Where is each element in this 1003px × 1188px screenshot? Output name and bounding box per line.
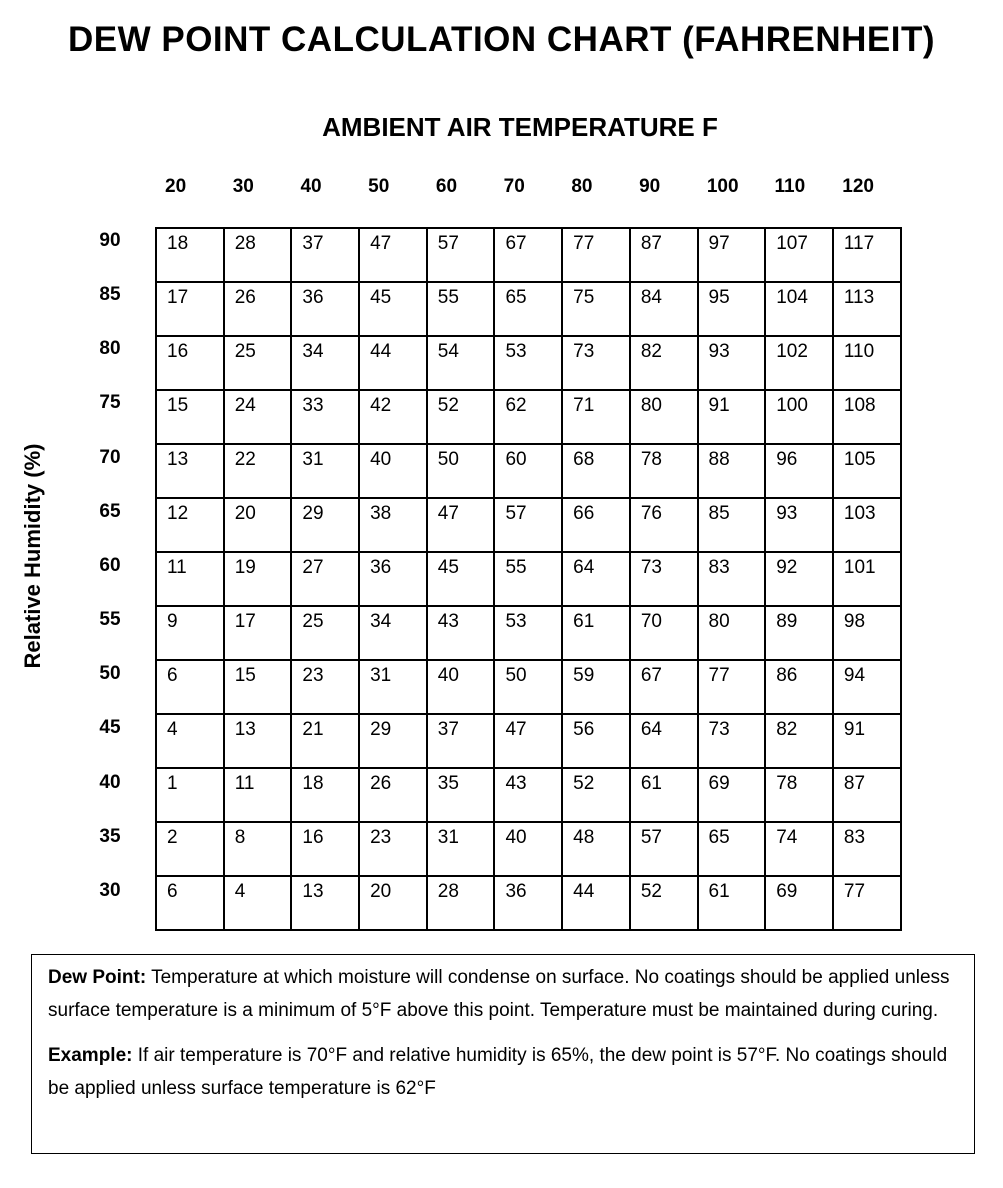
- column-header: 80: [571, 176, 593, 197]
- table-row: [156, 228, 901, 282]
- table-cell: 36: [359, 552, 427, 606]
- row-header: 40: [99, 771, 121, 793]
- table-cell: 93: [765, 498, 833, 552]
- table-cell: 61: [698, 876, 766, 930]
- table-row: [156, 498, 901, 552]
- table-row: [156, 552, 901, 606]
- table-cell: 69: [765, 876, 833, 930]
- table-cell: 50: [494, 660, 562, 714]
- table-cell: 21: [291, 714, 359, 768]
- table-cell: 25: [291, 606, 359, 660]
- table-cell: 67: [630, 660, 698, 714]
- table-cell: 11: [224, 768, 292, 822]
- dew-point-label: Dew Point:: [48, 967, 147, 988]
- table-cell: 85: [698, 498, 766, 552]
- column-header: 40: [300, 176, 322, 197]
- table-cell: 104: [765, 282, 833, 336]
- row-header: 30: [99, 879, 121, 901]
- table-cell: 16: [291, 822, 359, 876]
- table-cell: 55: [494, 552, 562, 606]
- table-cell: 35: [427, 768, 495, 822]
- table-cell: 101: [833, 552, 901, 606]
- table-cell: 34: [359, 606, 427, 660]
- table-cell: 2: [156, 822, 224, 876]
- table-cell: 45: [359, 282, 427, 336]
- table-cell: 89: [765, 606, 833, 660]
- table-cell: 64: [630, 714, 698, 768]
- table-cell: 8: [224, 822, 292, 876]
- table-cell: 27: [291, 552, 359, 606]
- table-cell: 13: [156, 444, 224, 498]
- table-row: [156, 606, 901, 660]
- table-cell: 105: [833, 444, 901, 498]
- row-header: 75: [99, 392, 121, 414]
- column-header: 70: [503, 176, 525, 197]
- table-cell: 93: [698, 336, 766, 390]
- column-header: 30: [232, 176, 254, 197]
- table-cell: 40: [427, 660, 495, 714]
- table-cell: 48: [562, 822, 630, 876]
- table-cell: 113: [833, 282, 901, 336]
- table-cell: 65: [494, 282, 562, 336]
- table-cell: 62: [494, 390, 562, 444]
- table-cell: 87: [833, 768, 901, 822]
- table-cell: 18: [291, 768, 359, 822]
- table-row: [156, 768, 901, 822]
- table-cell: 4: [156, 714, 224, 768]
- table-cell: 31: [291, 444, 359, 498]
- table-cell: 17: [224, 606, 292, 660]
- table-cell: 18: [156, 228, 224, 282]
- table-cell: 108: [833, 390, 901, 444]
- table-row: [156, 282, 901, 336]
- table-cell: 80: [630, 390, 698, 444]
- row-header: 55: [99, 609, 121, 631]
- table-cell: 15: [156, 390, 224, 444]
- table-cell: 73: [562, 336, 630, 390]
- table-cell: 9: [156, 606, 224, 660]
- table-cell: 75: [562, 282, 630, 336]
- table-cell: 37: [291, 228, 359, 282]
- table-cell: 69: [698, 768, 766, 822]
- column-header: 100: [706, 176, 739, 197]
- table-cell: 44: [359, 336, 427, 390]
- table-cell: 71: [562, 390, 630, 444]
- row-axis-title: Relative Humidity (%): [20, 443, 45, 669]
- table-row: [156, 336, 901, 390]
- table-cell: 64: [562, 552, 630, 606]
- table-cell: 92: [765, 552, 833, 606]
- table-cell: 40: [494, 822, 562, 876]
- example-note: [48, 1039, 958, 1105]
- dew-point-text: Temperature at which moisture will condense on surface. No coatings should be applied unless surface temperature is a minimum of 5°F above this point. Temperature must be maintained during curing.: [48, 967, 950, 1021]
- table-cell: 96: [765, 444, 833, 498]
- table-cell: 52: [630, 876, 698, 930]
- table-cell: 4: [224, 876, 292, 930]
- table-cell: 52: [562, 768, 630, 822]
- dew-point-table: [155, 227, 902, 931]
- table-cell: 13: [291, 876, 359, 930]
- table-cell: 19: [224, 552, 292, 606]
- table-cell: 57: [630, 822, 698, 876]
- column-header: 60: [435, 176, 458, 197]
- table-cell: 61: [562, 606, 630, 660]
- table-cell: 110: [833, 336, 901, 390]
- table-cell: 84: [630, 282, 698, 336]
- row-header: 80: [99, 338, 121, 360]
- table-cell: 87: [630, 228, 698, 282]
- column-header: 110: [774, 176, 806, 197]
- row-header: 85: [99, 284, 121, 306]
- table-cell: 11: [156, 552, 224, 606]
- table-cell: 80: [698, 606, 766, 660]
- table-cell: 47: [494, 714, 562, 768]
- table-cell: 67: [494, 228, 562, 282]
- table-cell: 52: [427, 390, 495, 444]
- table-cell: 117: [833, 228, 901, 282]
- table-cell: 78: [630, 444, 698, 498]
- table-cell: 53: [494, 336, 562, 390]
- table-cell: 107: [765, 228, 833, 282]
- table-cell: 23: [291, 660, 359, 714]
- table-cell: 61: [630, 768, 698, 822]
- column-axis-title: AMBIENT AIR TEMPERATURE F: [322, 112, 718, 142]
- table-cell: 82: [630, 336, 698, 390]
- table-cell: 16: [156, 336, 224, 390]
- notes-box: [31, 954, 975, 1154]
- table-cell: 36: [291, 282, 359, 336]
- table-cell: 6: [156, 660, 224, 714]
- table-cell: 36: [494, 876, 562, 930]
- table-cell: 66: [562, 498, 630, 552]
- table-cell: 13: [224, 714, 292, 768]
- table-row: [156, 714, 901, 768]
- table-cell: 68: [562, 444, 630, 498]
- table-cell: 25: [224, 336, 292, 390]
- table-cell: 37: [427, 714, 495, 768]
- row-header: 50: [99, 663, 121, 685]
- table-cell: 59: [562, 660, 630, 714]
- table-cell: 77: [562, 228, 630, 282]
- table-cell: 29: [291, 498, 359, 552]
- table-row: [156, 876, 901, 930]
- page-title: DEW POINT CALCULATION CHART (FAHRENHEIT): [67, 20, 936, 59]
- table-row: [156, 390, 901, 444]
- table-cell: 73: [630, 552, 698, 606]
- table-cell: 76: [630, 498, 698, 552]
- table-cell: 29: [359, 714, 427, 768]
- table-cell: 97: [698, 228, 766, 282]
- column-header: 90: [639, 176, 661, 197]
- table-cell: 50: [427, 444, 495, 498]
- table-row: [156, 822, 901, 876]
- row-header: 65: [99, 500, 121, 522]
- table-cell: 23: [359, 822, 427, 876]
- table-cell: 43: [494, 768, 562, 822]
- dew-point-note: [48, 961, 958, 1027]
- table-cell: 47: [359, 228, 427, 282]
- table-cell: 47: [427, 498, 495, 552]
- table-cell: 86: [765, 660, 833, 714]
- table-cell: 34: [291, 336, 359, 390]
- table-cell: 33: [291, 390, 359, 444]
- table-cell: 78: [765, 768, 833, 822]
- table-cell: 22: [224, 444, 292, 498]
- table-cell: 57: [494, 498, 562, 552]
- table-cell: 53: [494, 606, 562, 660]
- table-cell: 31: [427, 822, 495, 876]
- table-cell: 28: [224, 228, 292, 282]
- table-cell: 24: [224, 390, 292, 444]
- table-cell: 45: [427, 552, 495, 606]
- column-headers: [155, 176, 900, 206]
- table-cell: 20: [224, 498, 292, 552]
- row-header: 90: [99, 230, 121, 251]
- table-cell: 73: [698, 714, 766, 768]
- row-header: 70: [99, 446, 121, 468]
- table-cell: 65: [698, 822, 766, 876]
- table-cell: 82: [765, 714, 833, 768]
- column-header: 20: [165, 176, 187, 197]
- table-cell: 15: [224, 660, 292, 714]
- table-row: [156, 444, 901, 498]
- table-cell: 38: [359, 498, 427, 552]
- table-cell: 26: [359, 768, 427, 822]
- table-cell: 42: [359, 390, 427, 444]
- row-header: 60: [99, 554, 121, 576]
- table-cell: 44: [562, 876, 630, 930]
- example-label: Example:: [48, 1045, 133, 1066]
- table-cell: 17: [156, 282, 224, 336]
- table-cell: 1: [156, 768, 224, 822]
- table-cell: 98: [833, 606, 901, 660]
- table-cell: 83: [833, 822, 901, 876]
- table-cell: 43: [427, 606, 495, 660]
- table-cell: 74: [765, 822, 833, 876]
- table-cell: 88: [698, 444, 766, 498]
- table-cell: 100: [765, 390, 833, 444]
- row-header: 45: [99, 717, 121, 739]
- table-cell: 102: [765, 336, 833, 390]
- table-cell: 12: [156, 498, 224, 552]
- table-row: [156, 660, 901, 714]
- table-cell: 26: [224, 282, 292, 336]
- table-cell: 91: [833, 714, 901, 768]
- table-cell: 54: [427, 336, 495, 390]
- table-cell: 60: [494, 444, 562, 498]
- table-cell: 6: [156, 876, 224, 930]
- table-cell: 91: [698, 390, 766, 444]
- table-cell: 20: [359, 876, 427, 930]
- table-cell: 94: [833, 660, 901, 714]
- column-header: 50: [368, 176, 390, 197]
- row-header: 35: [99, 825, 121, 847]
- table-cell: 28: [427, 876, 495, 930]
- table-cell: 83: [698, 552, 766, 606]
- table-cell: 77: [698, 660, 766, 714]
- table-cell: 55: [427, 282, 495, 336]
- column-header: 120: [842, 176, 874, 197]
- table-cell: 57: [427, 228, 495, 282]
- table-cell: 56: [562, 714, 630, 768]
- table-cell: 70: [630, 606, 698, 660]
- example-text: If air temperature is 70°F and relative humidity is 65%, the dew point is 57°F. No coatings should be applied unless surface temperature is 62°F: [48, 1045, 948, 1099]
- table-cell: 31: [359, 660, 427, 714]
- table-cell: 95: [698, 282, 766, 336]
- table-cell: 103: [833, 498, 901, 552]
- table-cell: 40: [359, 444, 427, 498]
- table-cell: 77: [833, 876, 901, 930]
